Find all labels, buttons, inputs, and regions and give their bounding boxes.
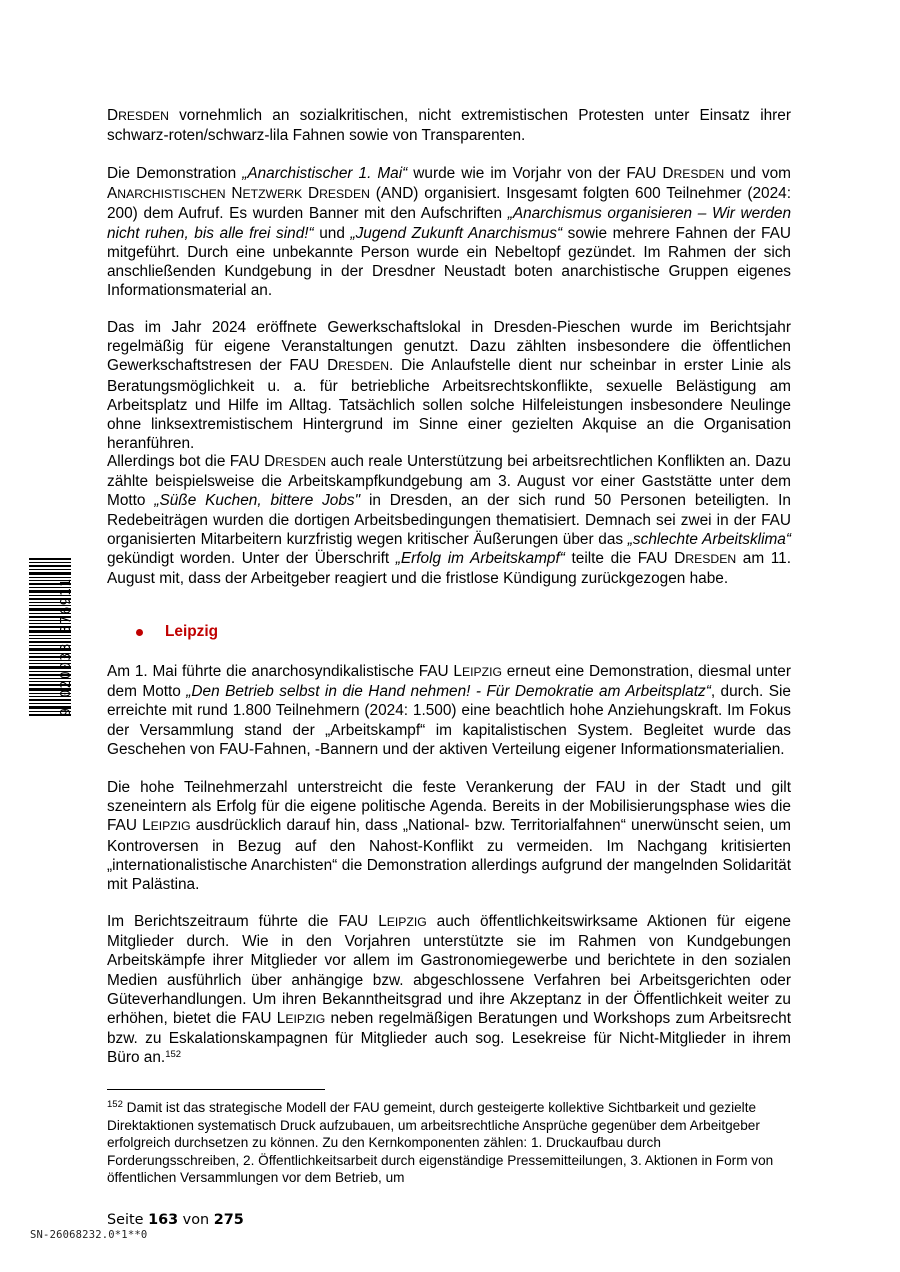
small-caps-text: EIPZIG	[462, 665, 502, 679]
small-caps-text: RESDEN	[319, 187, 370, 202]
footnote-text: Damit ist das strategische Modell der FAU gemeint, durch gesteigerte kollektive Sichtbarkeit und gezielte Direktaktionen systematisch Druck aufzubauen, um arbeitsrechtliche Ansprüche gegenüber dem Arbeitgeber erfolgreich durchsetzen zu können. Zu den Kernkomponenten zählen: 1. Druckaufbau durch Forderungsschreiben, 2. Öffentlichkeitsarbeit durch eigenständige Pressemitteilungen, 3. Aktionen in Form von öffentlichen Versammlungen vor dem Betrieb, um	[107, 1100, 774, 1186]
text-run: teilte die FAU D	[564, 550, 686, 568]
quote-text: „Den Betrieb selbst in die Hand nehmen! - Für Demokratie am Arbeitsplatz“	[186, 683, 711, 701]
paragraph-7	[107, 912, 791, 1068]
small-caps-text: RESDEN	[275, 455, 327, 469]
text-run: RESDEN	[118, 109, 169, 123]
page-separator: von	[178, 1212, 214, 1228]
text-run: auch öffentlichkeitswirksame Aktionen für eigene Mitglieder durch. Wie in den Vorjahren unterstützte sie im Rahmen von Kundgebungen Arbeitskämpfe ihrer Mitglieder vor allem im Gastronomiegewerbe und berichtete in den sozialen Medien ausführlich über anhängige bzw. abgeschlossene Verfahren bei Arbeitsgerichten oder Güteverhandlungen. Um ihren Bekanntheitsgrad und ihre Akzeptanz in der Öffentlichkeit weiter zu erhöhen, bietet die FAU L	[107, 913, 791, 1028]
small-caps-text: EIPZIG	[386, 915, 427, 929]
barcode-number: 9 020033 376911	[59, 577, 74, 716]
small-caps-text: EIPZIG	[285, 1012, 326, 1027]
small-caps-text: RESDEN	[685, 552, 737, 567]
text-run: am 11. August mit, dass der Arbeitgeber reagiert und die fristlose Kündigung zurückgezogen habe.	[107, 550, 791, 588]
small-caps-text: RESDEN	[338, 359, 389, 374]
text-run: Die hohe Teilnehmerzahl unterstreicht die feste Verankerung der FAU in der Stadt und gilt szeneintern als Erfolg für die eigene politische Agenda. Bereits in der Mobilisierungsphase wies die FAU L	[107, 779, 791, 835]
footnote-separator	[107, 1089, 325, 1090]
footnote-reference[interactable]: 152	[165, 1049, 182, 1061]
text-run: sowie mehrere Fahnen der FAU mitgeführt. Durch eine unbekannte Person wurde ein Nebeltopf gezündet. Im Rahmen der sich anschließenden Kundgebung in der Dresdner Neustadt boten anarchistische Gruppen eigenes Informationsmaterial an.	[107, 224, 791, 300]
section-heading-leipzig: Leipzig	[165, 623, 219, 640]
total-pages: 275	[213, 1212, 244, 1228]
text-run: auch reale Unterstützung bei arbeitsrechtlichen Konflikten an. Dazu zählte beispielsweise die Arbeitskampfkundgebung am 3. August vor einer Gaststätte unter dem Motto	[107, 453, 791, 510]
small-caps-text: RESDEN	[673, 167, 725, 181]
page-prefix: Seite	[107, 1212, 149, 1228]
text-run: gekündigt worden. Unter der Überschrift	[107, 550, 396, 568]
text-run: . Die Anlaufstelle dient nur scheinbar in erster Linie als Beratungsmöglichkeit u. a. für betriebliche Arbeitsrechtskonflikte, sexuelle Belästigung am Arbeitsplatz und Hilfe im Alltag. Tatsächlich sollen solche Hilfeleistungen insbesondere Neulinge ohne linksextremistischem Hintergrund im Sinne einer gezielten Akquise an die Organisation heranführen.	[107, 357, 791, 453]
footnote-number: 152	[107, 1099, 123, 1110]
text-run: D	[302, 185, 320, 203]
current-page: 163	[148, 1212, 179, 1228]
text-run: und	[313, 224, 351, 242]
quote-text: „Anarchistischer 1. Mai“	[242, 165, 408, 182]
paragraph-6	[107, 778, 791, 894]
text-run: N	[225, 185, 243, 203]
quote-text: „Erfolg im Arbeitskampf“	[395, 550, 565, 568]
text-run: Das im Jahr 2024 eröffnete Gewerkschaftslokal in Dresden-Pieschen wurde im Berichtsjahr regelmäßig für eigene Veranstaltungen genutzt. Dazu zählten insbesondere die öffentlichen Gewerkschaftstresen der FAU D	[107, 319, 791, 375]
quote-text: „Anarchismus organisieren – Wir werden nicht ruhen, bis alle frei sind!“	[107, 205, 792, 242]
text-run: Im Berichtszeitraum führte die FAU L	[107, 913, 387, 930]
text-run: ausdrücklich darauf hin, dass „National- bzw. Territorialfahnen“ unerwünscht seien, um Kontroversen in Bezug auf den Nahost-Konflikt zu vermeiden. Im Nachgang kritisierten „internationalistische Anarchisten“ die Demonstration allerdings aufgrund der mangelnden Solidarität mit Palästina.	[107, 817, 791, 894]
paragraph-5	[107, 662, 791, 759]
text-run: erneut eine Demonstration, diesmal unter dem Motto	[107, 663, 791, 701]
paragraph-4	[107, 452, 791, 588]
footnote	[107, 1099, 791, 1187]
text-run: (AND) organisiert. Insgesamt folgten 600 Teilnehmer (2024: 200) dem Aufruf. Es wurden Banner mit den Aufschriften	[107, 185, 791, 223]
small-caps-text: ETZWERK	[242, 187, 303, 202]
text-run: und vom A	[107, 165, 791, 203]
text-run: , durch. Sie erreichte mit rund 1.800 Teilnehmern (2024: 1.500) eine beachtlich hohe Anziehungskraft. Im Fokus der Versammlung stand der „Arbeitskampf“ im kapitalistischen System. Begleitet wurde das Geschehen von FAU-Fahnen, -Bannern und der aktiven Verteilung eigener Informationsmaterialien.	[107, 683, 791, 758]
text-run: neben regelmäßigen Beratungen und Workshops zum Arbeitsrecht bzw. zu Eskalationskampagnen für Mitglieder auch sog. Lesekreise für Nicht-Mitglieder in ihrem Büro an.	[107, 1010, 791, 1067]
bullet-icon	[136, 629, 143, 636]
text-run: vornehmlich an sozialkritischen, nicht extremistischen Protesten unter Einsatz ihrer schwarz-roten/schwarz-lila Fahnen sowie von Transparenten.	[107, 107, 791, 145]
paragraph-3	[107, 318, 791, 453]
page-number	[107, 1212, 244, 1228]
small-caps-text: NARCHISTISCHEN	[117, 187, 226, 202]
text-run: Am 1. Mai führte die anarchosyndikalistische FAU L	[107, 663, 462, 680]
paragraph-2	[107, 164, 791, 300]
text-run: in Dresden, an der sich rund 50 Personen beteiligten. In Redebeiträgen wurden die dortigen Arbeitsbedingungen thematisiert. Demnach sei zwei in der FAU organisierten Mitarbeitern kurzfristig wegen kritischer Äußerungen über das	[107, 492, 791, 548]
text-run: Allerdings bot die FAU D	[107, 453, 276, 470]
text-run: Die Demonstration	[107, 165, 243, 182]
quote-text: „schlechte Arbeitsklima“	[627, 530, 791, 548]
text-run: wurde wie im Vorjahr von der FAU D	[407, 165, 674, 182]
document-id: SN-26068232.0*1**0	[30, 1229, 148, 1241]
text-run: D	[107, 107, 119, 124]
paragraph-1	[107, 106, 791, 145]
quote-text: „Süße Kuchen, bittere Jobs"	[154, 492, 361, 510]
small-caps-text: EIPZIG	[150, 819, 191, 834]
quote-text: „Jugend Zukunft Anarchismus“	[350, 224, 563, 242]
